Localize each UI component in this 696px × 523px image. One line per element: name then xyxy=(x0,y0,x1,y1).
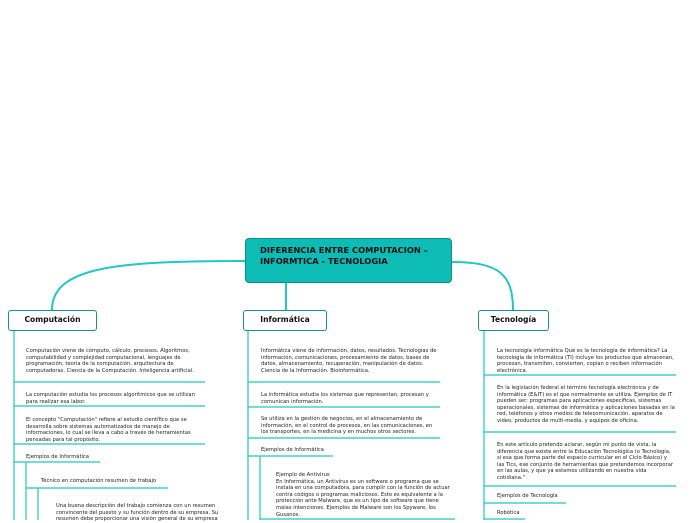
topic-tecnologia-label: Tecnología xyxy=(490,315,537,324)
tecnologia-example-label[interactable]: Ejemplos de Tecnología xyxy=(497,493,558,499)
topic-computacion-label: Computación xyxy=(24,315,81,324)
topic-informatica[interactable] xyxy=(243,310,327,331)
tecnologia-item-3[interactable]: En este artículo pretendo aclarar, según mi punto de vista, la diferencia que existe entre la Educación Tecnológica (o Tecnología, si esa que forma parte del espacio curricular en el Ciclo Básico) y las Tics, ese conjunto de herramientas que pretendemos incorporar en las aulas, y que ya estamos utilizando en nuestra vida cotidiana." xyxy=(497,442,673,481)
computacion-item-1[interactable]: Computación viene de cómputo, cálculo, procesos. Algoritmos, computabilidad y complejidad computacional, lenguajes de programación, teoría de la computación, arquitectura de computadoras. Ciencia de la Computación. Inteligencia artificial. xyxy=(26,348,194,374)
central-topic-title: DIFERENCIA ENTRE COMPUTACION – INFORMTICA - TECNOLOGIA xyxy=(260,245,428,266)
topic-informatica-label: Informática xyxy=(260,315,310,324)
tecnologia-sub-label[interactable]: Robótica xyxy=(497,510,520,516)
informatica-example-label[interactable]: Ejemplos de Informática xyxy=(261,447,324,453)
tecnologia-item-1[interactable]: La tecnología informática Qué es la tecnología de informática? La tecnología de informática (TI) incluye los productos que almacenan, procesan, transmiten, convierten, copian o reciben información electrónica. xyxy=(497,348,674,374)
computacion-item-2[interactable]: La computación estudia los procesos algorítmicos que se utilizan para realizar esa labor. xyxy=(26,392,195,405)
central-topic[interactable] xyxy=(245,238,452,283)
topic-computacion[interactable] xyxy=(8,310,97,331)
branch-connector-tecnologia xyxy=(452,262,513,310)
tecnologia-item-2[interactable]: En la legislación federal el término tecnología electrónica y de informática (E&IT) es el que normalmente se utiliza. Ejemplos de IT pueden ser: programas para aplicaciones específicas, sistemas operacionales, sistemas de informática y aplicaciones basadas en la red, teléfonos y otros medios de telecomunicación, aparatos de video, productos de multi-media, y equipos de oficina. xyxy=(497,385,675,424)
computacion-item-3[interactable]: El concepto "Computación" refiere al estudio científico que se desarrolla sobre sistemas automatizados de manejo de informaciones, lo cual se lleva a cabo a través de herramientas pensadas para tal propósito. xyxy=(26,417,191,443)
informatica-item-2[interactable]: La informática estudia los sistemas que representan, procesan y comunican información. xyxy=(261,392,429,405)
informatica-item-3[interactable]: Se utiliza en la gestión de negocios, en el almacenamiento de información, en el control de procesos, en las comunicaciones, en los transportes, en la medicina y en muchos otros sectores. xyxy=(261,416,433,436)
branch-connector-computacion xyxy=(52,261,245,310)
computacion-sub-text[interactable]: Una buena descripción del trabajo comienza con un resumen convincente del puesto y su función dentro de su empresa. Su resumen debe proporcionar una visión general de su empresa xyxy=(56,503,219,523)
computacion-sub-label[interactable]: Técnico en computación resumen de trabajo xyxy=(41,478,157,484)
informatica-item-1[interactable]: Informática viene de información, datos, resultados. Tecnologías de información, comunicaciones, procesamiento de datos, bases de datos, almacenamiento, recuperación, manipulación de datos. Ciencia de la Información. Bioinformática. xyxy=(261,348,437,374)
topic-tecnologia[interactable] xyxy=(478,310,549,331)
computacion-example-label[interactable]: Ejemplos de Informática xyxy=(26,454,89,460)
informatica-sub-text[interactable]: Ejemplo de Antivirus En Informática, un Antivirus es un software o programa que se instala en una computadora, para cumplir con la función de actuar contra códigos o programas maliciosos. Esto es equivalente a la protección ante Malware, que es un tipo de software que tiene malas intenciones. Ejemplos de Malware son los Spyware, los Gusanos. xyxy=(276,472,450,518)
